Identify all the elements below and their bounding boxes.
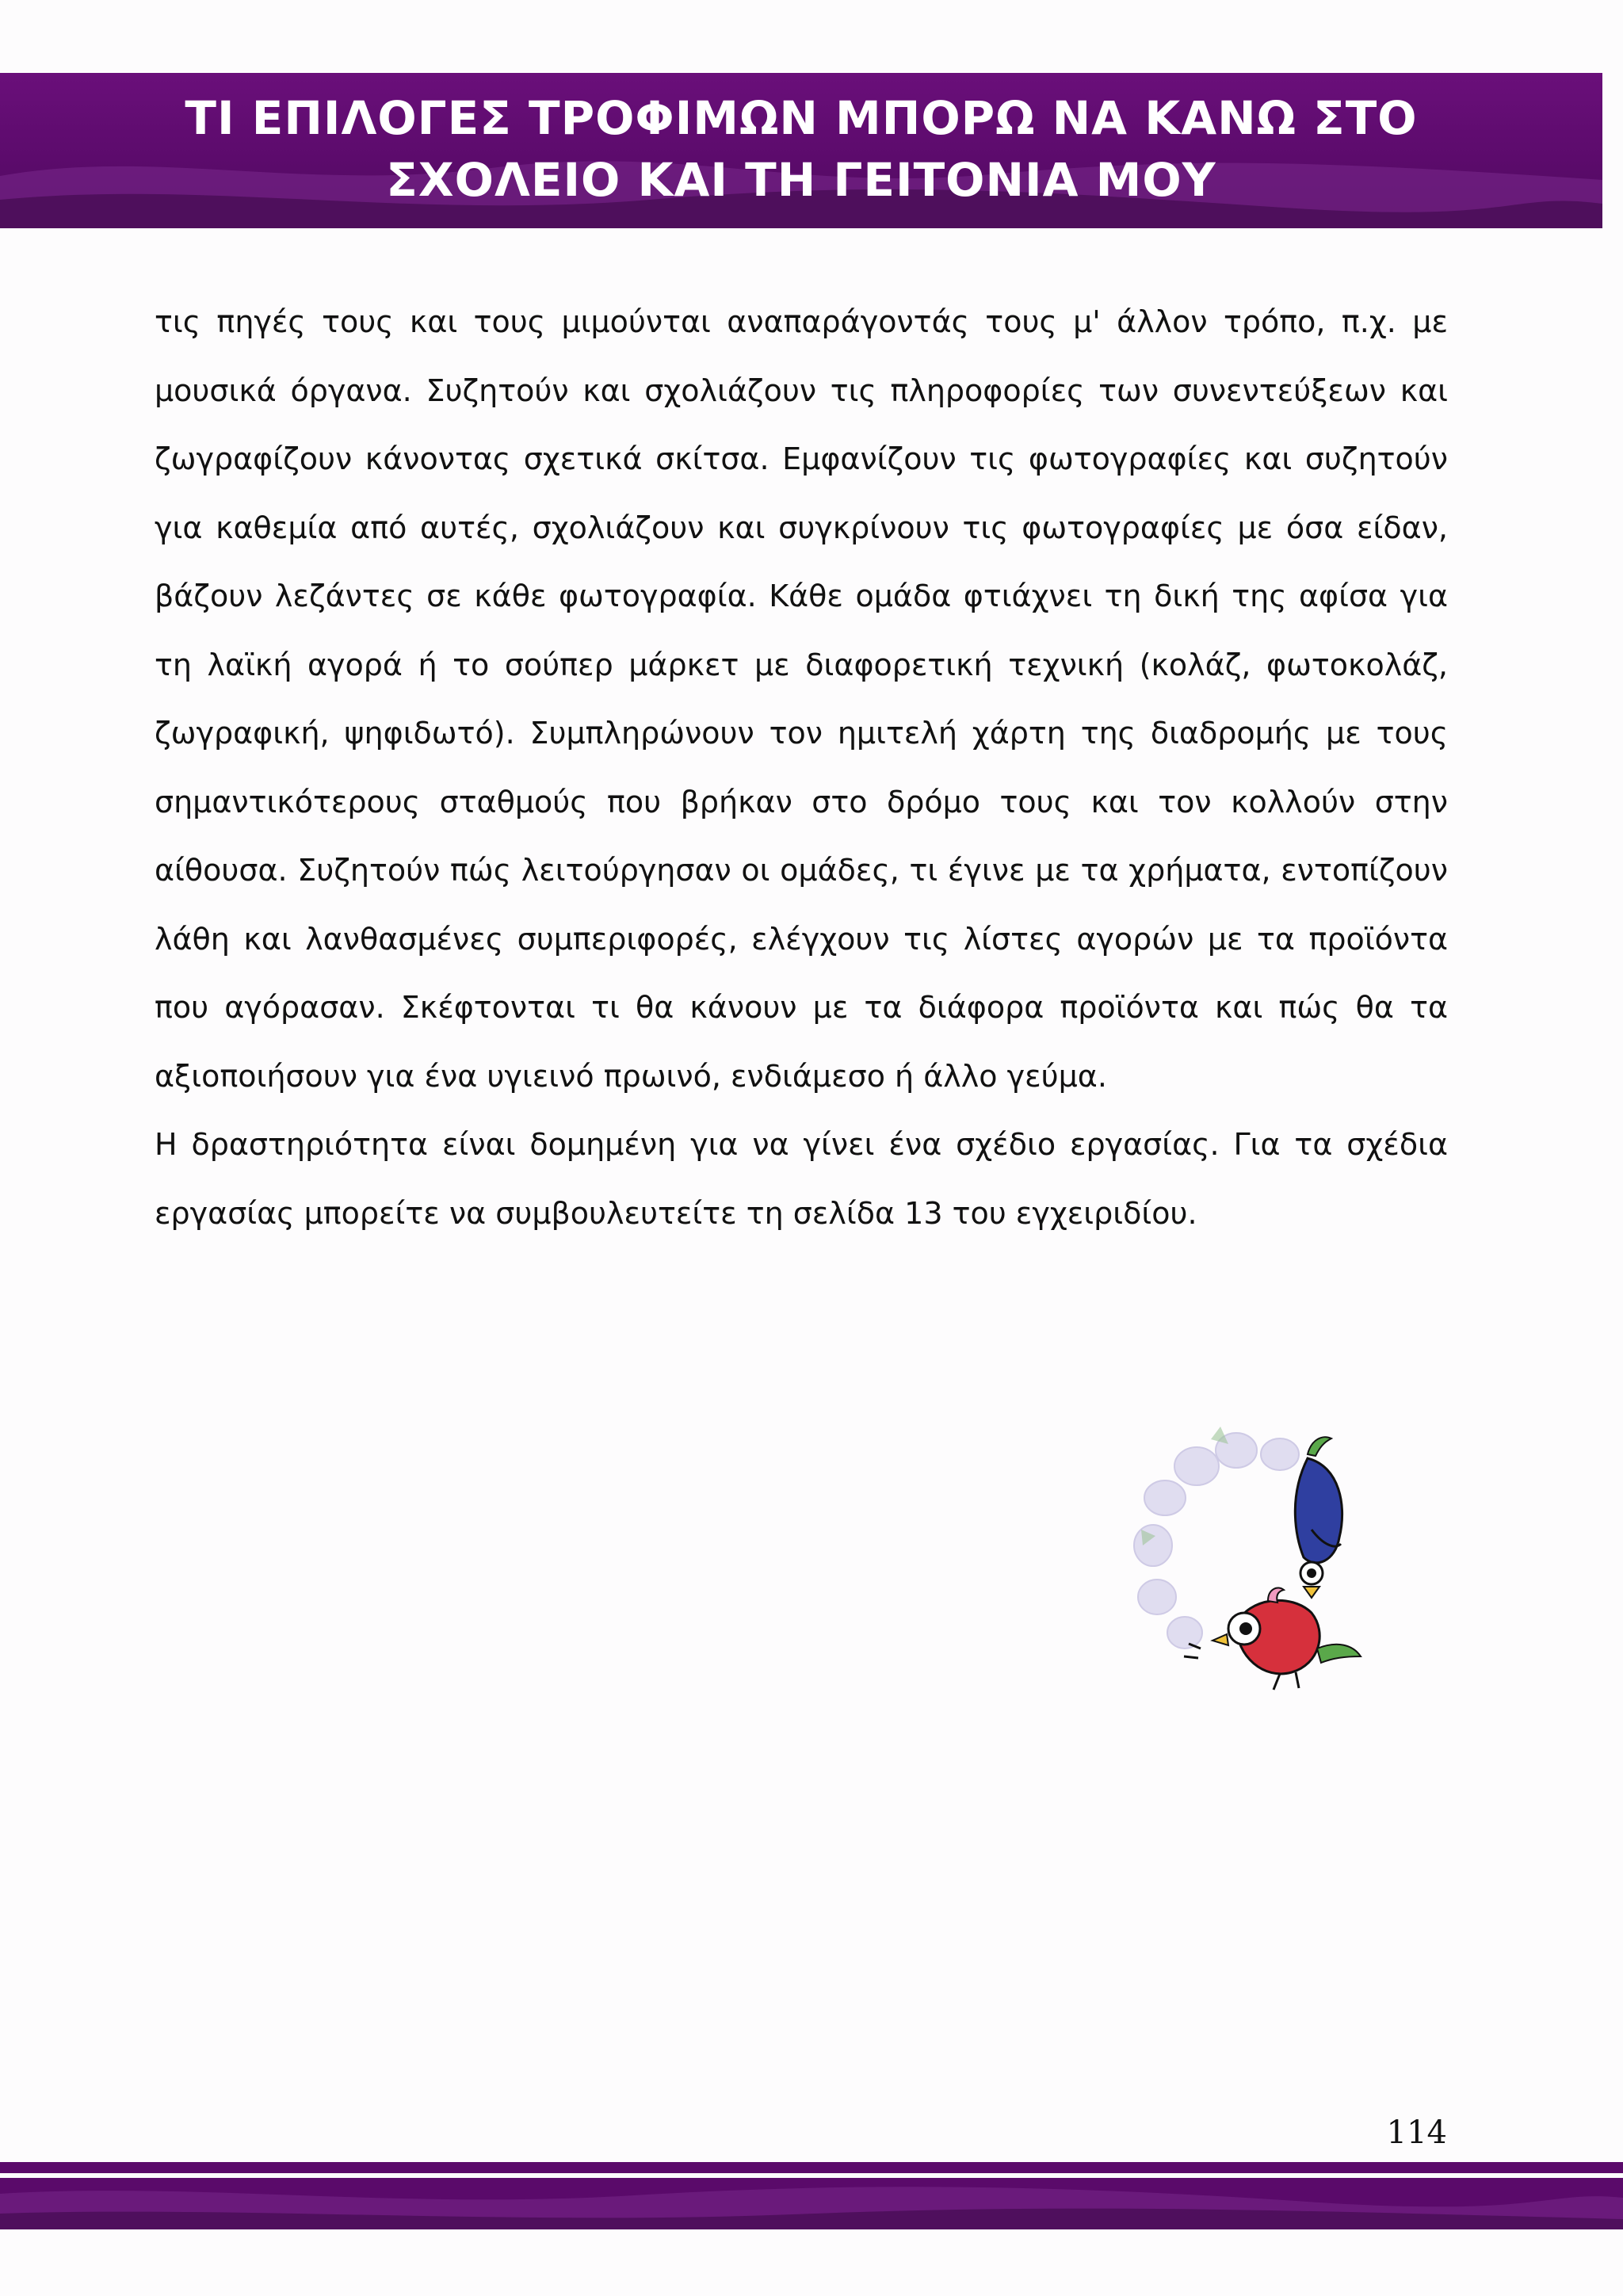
top-margin xyxy=(0,0,1623,32)
page-number: 114 xyxy=(1386,2115,1447,2151)
page-title: ΤΙ ΕΠΙΛΟΓΕΣ ΤΡΟΦΙΜΩΝ ΜΠΟΡΩ ΝΑ ΚΑΝΩ ΣΤΟ ΣΧΟΛΕΙΟ ΚΑΙ ΤΗ ΓΕΙΤΟΝΙΑ ΜΟΥ xyxy=(185,91,1418,207)
body-text xyxy=(155,288,1448,1247)
body-paragraph: Η δραστηριότητα είναι δομημένη για να γίνει ένα σχέδιο εργασίας. Για τα σχέδια εργασίας μπορείτε να συμβουλευτείτε τη σελίδα 13 του εγχειριδίου. xyxy=(155,1127,1448,1231)
two-birds-icon xyxy=(1109,1411,1395,1712)
header-banner xyxy=(0,73,1602,228)
body-paragraph: τις πηγές τους και τους μιμούνται αναπαράγοντάς τους μ' άλλον τρόπο, π.χ. με μουσικά όργανα. Συζητούν και σχολιάζουν τις πληροφορίες των συνεντεύξεων και ζωγραφίζουν κάνοντας σχετικά σκίτσα. Εμφανίζουν τις φωτογραφίες και συζητούν για καθεμία από αυτές, σχολιάζουν και συγκρίνουν τις φωτογραφίες με όσα είδαν, βάζουν λεζάντες σε κάθε φωτογραφία. Κάθε ομάδα φτιάχνει τη δική της αφίσα για τη λαϊκή αγορά ή το σούπερ μάρκετ με διαφορετική τεχνική (κολάζ, φωτοκολάζ, ζωγραφική, ψηφιδωτό). Συμπληρώνουν τον ημιτελή χάρτη της διαδρομής με τους σημαντικότερους σταθμούς που βρήκαν στο δρόμο τους και τον κολλούν στην αίθουσα. Συζητούν πώς λειτούργησαν οι ομάδες, τι έγινε με τα χρήματα, εντοπίζουν λάθη και λανθασμένες συμπεριφορές, ελέγχουν τις λίστες αγορών με τα προϊόντα που αγόρασαν. Σκέφτονται τι θα κάνουν με τα διάφορα προϊόντα και πώς θα τα αξιοποιήσουν για ένα υγιεινό πρωινό, ενδιάμεσο ή άλλο γεύμα. xyxy=(155,304,1448,1094)
footer-banner xyxy=(0,2162,1623,2229)
footer-wave-decoration xyxy=(0,2162,1623,2229)
